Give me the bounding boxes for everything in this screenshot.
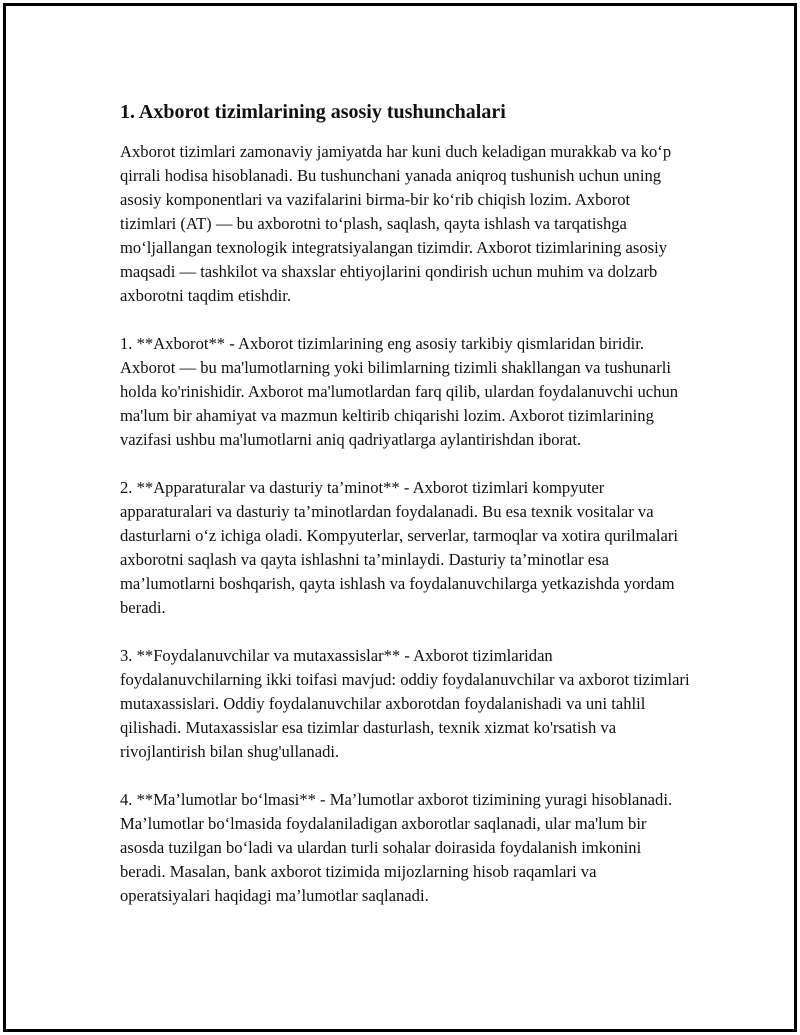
paragraph-malumotlar: 4. **Ma’lumotlar bo‘lmasi** - Ma’lumotlar axborot tizimining yuragi hisoblanadi. Ma’lumotlar bo‘lmasida foydalaniladigan axborotlar saqlanadi, ular ma'lum bir asosda tuzilgan bo‘ladi va ulardan turli sohalar doirasida foydalanish imkonini beradi. Masalan, bank axborot tizimida mijozlarning hisob raqamlari va operatsiyalari haqidagi ma’lumotlar saqlanadi. [120, 790, 673, 905]
paragraph-foydalanuvchilar: 3. **Foydalanuvchilar va mutaxassislar** - Axborot tizimlaridan foydalanuvchilarning ikki toifasi mavjud: oddiy foydalanuvchilar va axborot tizimlari mutaxassislari. Oddiy foydalanuvchilar axborotdan foydalanishadi va uni tahlil qilishadi. Mutaxassislar esa tizimlar dasturlash, texnik xizmat ko'rsatish va rivojlantirish bilan shug'ullanadi. [120, 646, 690, 761]
paragraph-apparaturalar: 2. **Apparaturalar va dasturiy ta’minot** - Axborot tizimlari kompyuter apparaturalari va dasturiy ta’minotlardan foydalanadi. Bu esa texnik vositalar va dasturlarni o‘z ichiga oladi. Kompyuterlar, serverlar, tarmoqlar va xotira qurilmalari axborotni saqlash va qayta ishlashni ta’minlaydi. Dasturiy ta’minotlar esa ma’lumotlarni boshqarish, qayta ishlash va foydalanuvchilarga yetkazishda yordam beradi. [120, 478, 679, 617]
intro-paragraph: Axborot tizimlari zamonaviy jamiyatda har kuni duch keladigan murakkab va ko‘p qirrali hodisa hisoblanadi. Bu tushunchani yanada aniqroq tushunish uchun uning asosiy komponentlari va vazifalarini birma-bir ko‘rib chiqish lozim. Axborot tizimlari (AT) — bu axborotni to‘plash, saqlash, qayta ishlash va tarqatishga mo‘ljallangan texnologik integratsiyalangan tizimdir. Axborot tizimlarining asosiy maqsadi — tashkilot va shaxslar ehtiyojlarini qondirish uchun muhim va dolzarb axborotni taqdim etishdir. [120, 142, 672, 305]
section-heading: 1. Axborot tizimlarining asosiy tushunchalari [120, 101, 506, 123]
document-content [120, 98, 690, 932]
paragraph-axborot: 1. **Axborot** - Axborot tizimlarining eng asosiy tarkibiy qismlaridan biridir. Axborot — bu ma'lumotlarning yoki bilimlarning tizimli shakllangan va tushunarli holda ko'rinishidir. Axborot ma'lumotlardan farq qilib, ulardan foydalanuvchi uchun ma'lum bir ahamiyat va mazmun keltirib chiqarishi lozim. Axborot tizimlarining vazifasi ushbu ma'lumotlarni aniq qadriyatlarga aylantirishdan iborat. [120, 334, 679, 449]
document-page [3, 3, 797, 1032]
